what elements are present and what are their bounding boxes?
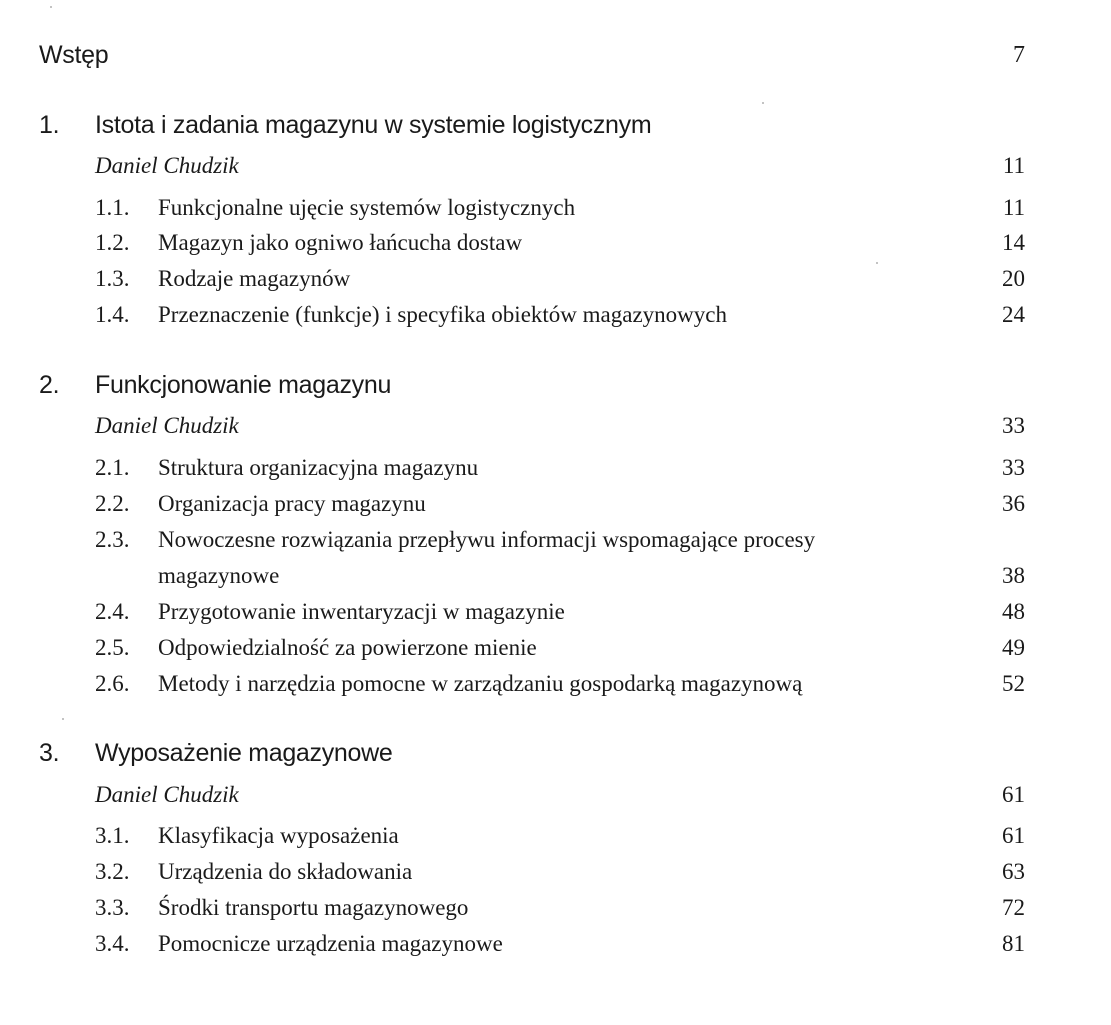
intro-title: Wstęp xyxy=(39,41,109,69)
chapter-number: 3. xyxy=(39,739,60,767)
section-number: 2.4. xyxy=(95,599,130,624)
section-title: Odpowiedzialność za powierzone mienie xyxy=(158,635,537,660)
chapter-author: Daniel Chudzik xyxy=(95,413,239,438)
section-title: Nowoczesne rozwiązania przepływu informacji wspomagające procesy xyxy=(158,527,816,552)
chapter-title: Funkcjonowanie magazynu xyxy=(95,371,392,399)
chapter-author: Daniel Chudzik xyxy=(95,153,239,178)
section-title: Przeznaczenie (funkcje) i specyfika obiektów magazynowych xyxy=(158,302,727,327)
section-page-number: 14 xyxy=(1002,230,1025,255)
section-number: 1.1. xyxy=(95,195,130,220)
section-page-number: 20 xyxy=(1002,266,1025,291)
section-title: Środki transportu magazynowego xyxy=(158,895,469,920)
section-number: 2.3. xyxy=(95,527,130,552)
section-number: 1.3. xyxy=(95,266,130,291)
section-title: Klasyfikacja wyposażenia xyxy=(158,823,399,848)
section-page-number: 81 xyxy=(1002,931,1025,956)
chapter-author: Daniel Chudzik xyxy=(95,782,239,807)
section-number: 2.5. xyxy=(95,635,130,660)
section-page-number: 63 xyxy=(1002,859,1025,884)
section-page-number: 11 xyxy=(1002,195,1025,220)
scan-speck xyxy=(62,718,64,720)
section-page-number: 48 xyxy=(1002,599,1025,624)
section-title: Rodzaje magazynów xyxy=(158,266,351,291)
section-title: Pomocnicze urządzenia magazynowe xyxy=(158,931,503,956)
chapter-author-page-number: 33 xyxy=(1002,413,1025,438)
chapter-number: 2. xyxy=(39,371,60,399)
section-number: 3.4. xyxy=(95,931,130,956)
section-title: Magazyn jako ogniwo łańcucha dostaw xyxy=(158,230,523,255)
section-title: Struktura organizacyjna magazynu xyxy=(158,455,479,480)
section-page-number: 36 xyxy=(1002,491,1025,516)
chapter-title: Wyposażenie magazynowe xyxy=(95,739,393,767)
section-title: Metody i narzędzia pomocne w zarządzaniu gospodarką magazynową xyxy=(158,671,803,696)
section-number: 3.1. xyxy=(95,823,130,848)
section-title: Funkcjonalne ujęcie systemów logistycznych xyxy=(158,195,576,220)
section-number: 3.3. xyxy=(95,895,130,920)
section-page-number: 38 xyxy=(1002,563,1025,588)
section-title: Organizacja pracy magazynu xyxy=(158,491,426,516)
section-page-number: 49 xyxy=(1002,635,1025,660)
section-number: 3.2. xyxy=(95,859,130,884)
section-number: 2.6. xyxy=(95,671,130,696)
intro-page-number: 7 xyxy=(1013,42,1025,68)
chapter-number: 1. xyxy=(39,111,60,139)
chapter-title: Istota i zadania magazynu w systemie logistycznym xyxy=(95,111,652,139)
scan-speck xyxy=(762,102,764,104)
section-title: Przygotowanie inwentaryzacji w magazynie xyxy=(158,599,565,624)
section-page-number: 24 xyxy=(1002,302,1025,327)
section-page-number: 33 xyxy=(1002,455,1025,480)
section-page-number: 61 xyxy=(1002,823,1025,848)
section-number: 2.1. xyxy=(95,455,130,480)
scan-speck xyxy=(50,6,52,8)
chapter-author-page-number: 11 xyxy=(1002,153,1025,178)
section-title: Urządzenia do składowania xyxy=(158,859,413,884)
scan-speck xyxy=(876,262,878,264)
section-number: 2.2. xyxy=(95,491,130,516)
section-number: 1.2. xyxy=(95,230,130,255)
section-title-continuation: magazynowe xyxy=(158,563,280,588)
section-page-number: 52 xyxy=(1002,671,1025,696)
section-page-number: 72 xyxy=(1002,895,1025,920)
chapter-author-page-number: 61 xyxy=(1002,782,1025,807)
section-number: 1.4. xyxy=(95,302,130,327)
